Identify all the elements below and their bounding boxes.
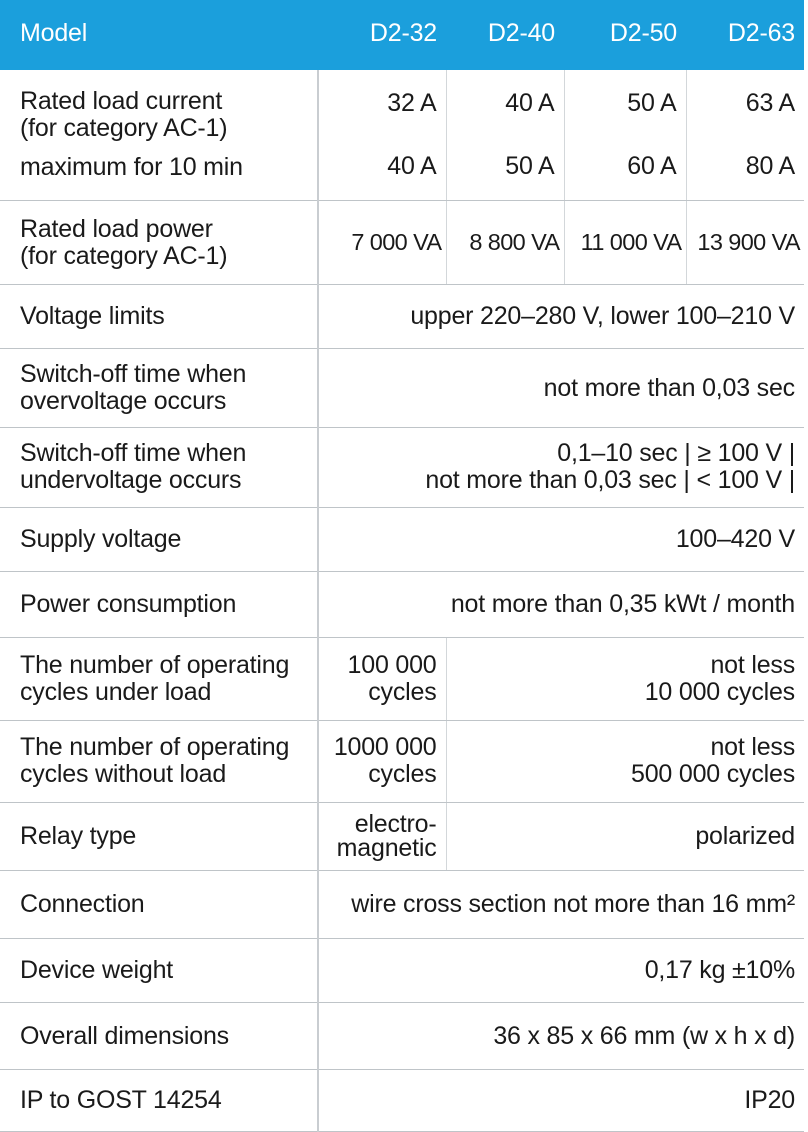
connection-value: wire cross section not more than 16 mm²	[318, 871, 804, 939]
supply-voltage-label: Supply voltage	[0, 507, 318, 571]
cycles-without-load-row	[0, 720, 804, 802]
power-consumption-label: Power consumption	[0, 572, 318, 638]
value-line: 100 000	[347, 650, 437, 679]
voltage-limits-row	[0, 285, 804, 349]
connection-label: Connection	[0, 871, 318, 939]
device-weight-label: Device weight	[0, 939, 318, 1003]
switch-off-undervoltage-row	[0, 427, 804, 507]
label-line: Rated load power	[20, 214, 213, 243]
power-consumption-value: not more than 0,35 kWt / month	[318, 572, 804, 638]
switch-off-undervoltage-label	[0, 427, 318, 507]
maximum-value: 80 A	[745, 151, 795, 180]
label-line: The number of operating	[20, 733, 290, 762]
rated-current-d2-40	[446, 70, 564, 200]
value-line: electro-	[354, 810, 437, 839]
value-line: cycles	[368, 760, 437, 789]
ip-rating-row	[0, 1069, 804, 1131]
rated-load-power-label	[0, 200, 318, 284]
label-line: cycles without load	[20, 760, 227, 789]
switch-off-overvoltage-row	[0, 349, 804, 427]
overall-dimensions-row	[0, 1003, 804, 1069]
maximum-value: 40 A	[387, 151, 437, 180]
rated-power-d2-63: 13 900 VA	[686, 200, 804, 284]
rated-load-current-label	[0, 70, 318, 200]
label-line: undervoltage occurs	[20, 466, 242, 495]
cycles-without-load-d2-32	[318, 720, 446, 802]
label-line: cycles under load	[20, 677, 212, 706]
switch-off-undervoltage-value	[318, 427, 804, 507]
value-line: 10 000 cycles	[644, 677, 795, 706]
value-line: not more than 0,03 sec | < 100 V |	[425, 466, 795, 495]
label-line: Switch-off time when	[20, 439, 247, 468]
rated-value: 63 A	[745, 88, 795, 117]
rated-power-d2-50: 11 000 VA	[564, 200, 686, 284]
rated-load-current-row	[0, 70, 804, 200]
switch-off-overvoltage-label	[0, 349, 318, 427]
device-weight-value: 0,17 kg ±10%	[318, 939, 804, 1003]
overall-dimensions-label: Overall dimensions	[0, 1003, 318, 1069]
rated-power-d2-40: 8 800 VA	[446, 200, 564, 284]
power-consumption-row	[0, 572, 804, 638]
cycles-under-load-d2-32	[318, 638, 446, 720]
rated-current-d2-50	[564, 70, 686, 200]
rated-value: 50 A	[627, 88, 677, 117]
model-header: Model	[0, 0, 318, 70]
maximum-value: 60 A	[627, 151, 677, 180]
value-line: 500 000 cycles	[631, 760, 795, 789]
cycles-without-load-label	[0, 720, 318, 802]
relay-type-label: Relay type	[0, 802, 318, 870]
relay-type-row	[0, 802, 804, 870]
relay-type-others: polarized	[446, 802, 804, 870]
value-line: cycles	[368, 677, 437, 706]
cycles-without-load-others	[446, 720, 804, 802]
device-weight-row	[0, 939, 804, 1003]
label-line: (for category AC-1)	[20, 241, 228, 270]
connection-row	[0, 871, 804, 939]
ip-rating-value: IP20	[318, 1069, 804, 1131]
model-d2-50-header: D2-50	[564, 0, 686, 70]
voltage-limits-value: upper 220–280 V, lower 100–210 V	[318, 285, 804, 349]
maximum-value: 50 A	[505, 151, 555, 180]
value-line: magnetic	[336, 834, 437, 863]
label-line: Rated load current	[20, 87, 223, 116]
ip-rating-label: IP to GOST 14254	[0, 1069, 318, 1131]
value-line: 1000 000	[333, 733, 437, 762]
rated-current-d2-63	[686, 70, 804, 200]
voltage-limits-label: Voltage limits	[0, 285, 318, 349]
value-line: not less	[710, 650, 795, 679]
label-line: (for category AC-1)	[20, 114, 228, 143]
switch-off-overvoltage-value: not more than 0,03 sec	[318, 349, 804, 427]
cycles-under-load-row	[0, 638, 804, 720]
supply-voltage-value: 100–420 V	[318, 507, 804, 571]
rated-load-power-row	[0, 200, 804, 284]
model-d2-32-header: D2-32	[318, 0, 446, 70]
overall-dimensions-value: 36 x 85 x 66 mm (w x h x d)	[318, 1003, 804, 1069]
supply-voltage-row	[0, 507, 804, 571]
value-line: 0,1–10 sec | ≥ 100 V |	[557, 439, 795, 468]
cycles-under-load-others	[446, 638, 804, 720]
relay-type-d2-32	[318, 802, 446, 870]
rated-current-d2-32	[318, 70, 446, 200]
model-d2-63-header: D2-63	[686, 0, 804, 70]
value-line: not less	[710, 733, 795, 762]
rated-value: 32 A	[387, 88, 437, 117]
model-d2-40-header: D2-40	[446, 0, 564, 70]
label-line: Switch-off time when	[20, 360, 247, 389]
label-line: The number of operating	[20, 650, 290, 679]
table-header-row	[0, 0, 804, 70]
label-line: overvoltage occurs	[20, 387, 227, 416]
cycles-under-load-label	[0, 638, 318, 720]
rated-power-d2-32: 7 000 VA	[318, 200, 446, 284]
label-line: maximum for 10 min	[20, 153, 243, 182]
rated-value: 40 A	[505, 88, 555, 117]
